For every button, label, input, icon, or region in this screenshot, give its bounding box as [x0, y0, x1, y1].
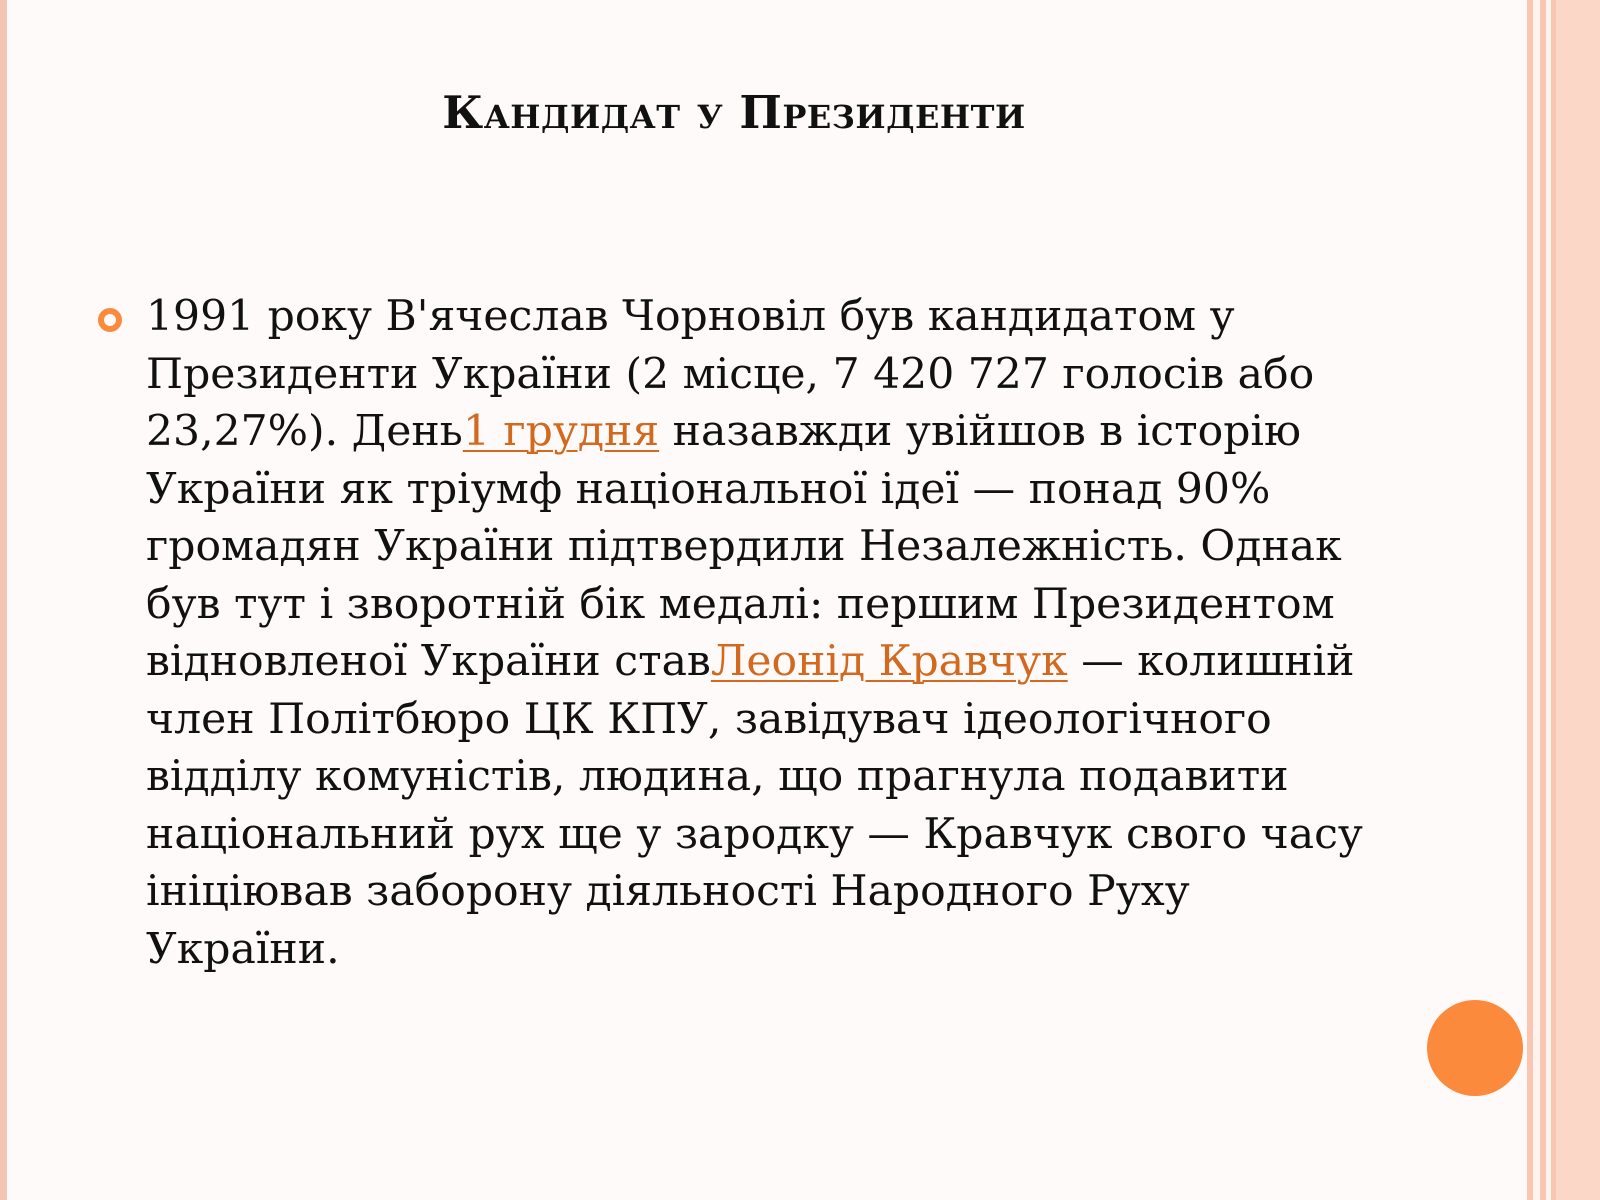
body-text-part-1: 1991 року В'ячеслав Чорновіл був кандидатом у Президенти України (2 місце, 7 420 727 голосів або 23,27%). День	[146, 292, 1315, 456]
right-frame-band	[1556, 0, 1600, 1200]
left-frame-stripe	[0, 0, 7, 1200]
bullet-text	[146, 288, 1386, 978]
body-text-part-2: назавжди увійшов в історію України як тріумф національної ідеї — понад 90% громадян України підтвердили Незалежність. Однак був тут і зворотній бік медалі: першим Президентом відновленої України став	[146, 407, 1342, 686]
link-1-december[interactable]: 1 грудня	[462, 407, 660, 456]
circle-bullet-icon	[98, 308, 122, 332]
link-leonid-kravchuk[interactable]: Леонід Кравчук	[710, 637, 1068, 686]
right-frame-stripe	[1533, 0, 1540, 1200]
slide-title: Кандидат у Президенти	[442, 86, 1026, 139]
body-text-part-3: — колишній член Політбюро ЦК КПУ, завідувач ідеологічного відділу комуністів, людина, що прагнула подавити національний рух ще у зародку — Кравчук свого часу ініціював заборону діяльності Народного Руху України.	[146, 637, 1363, 974]
decorative-circle	[1427, 1000, 1523, 1096]
